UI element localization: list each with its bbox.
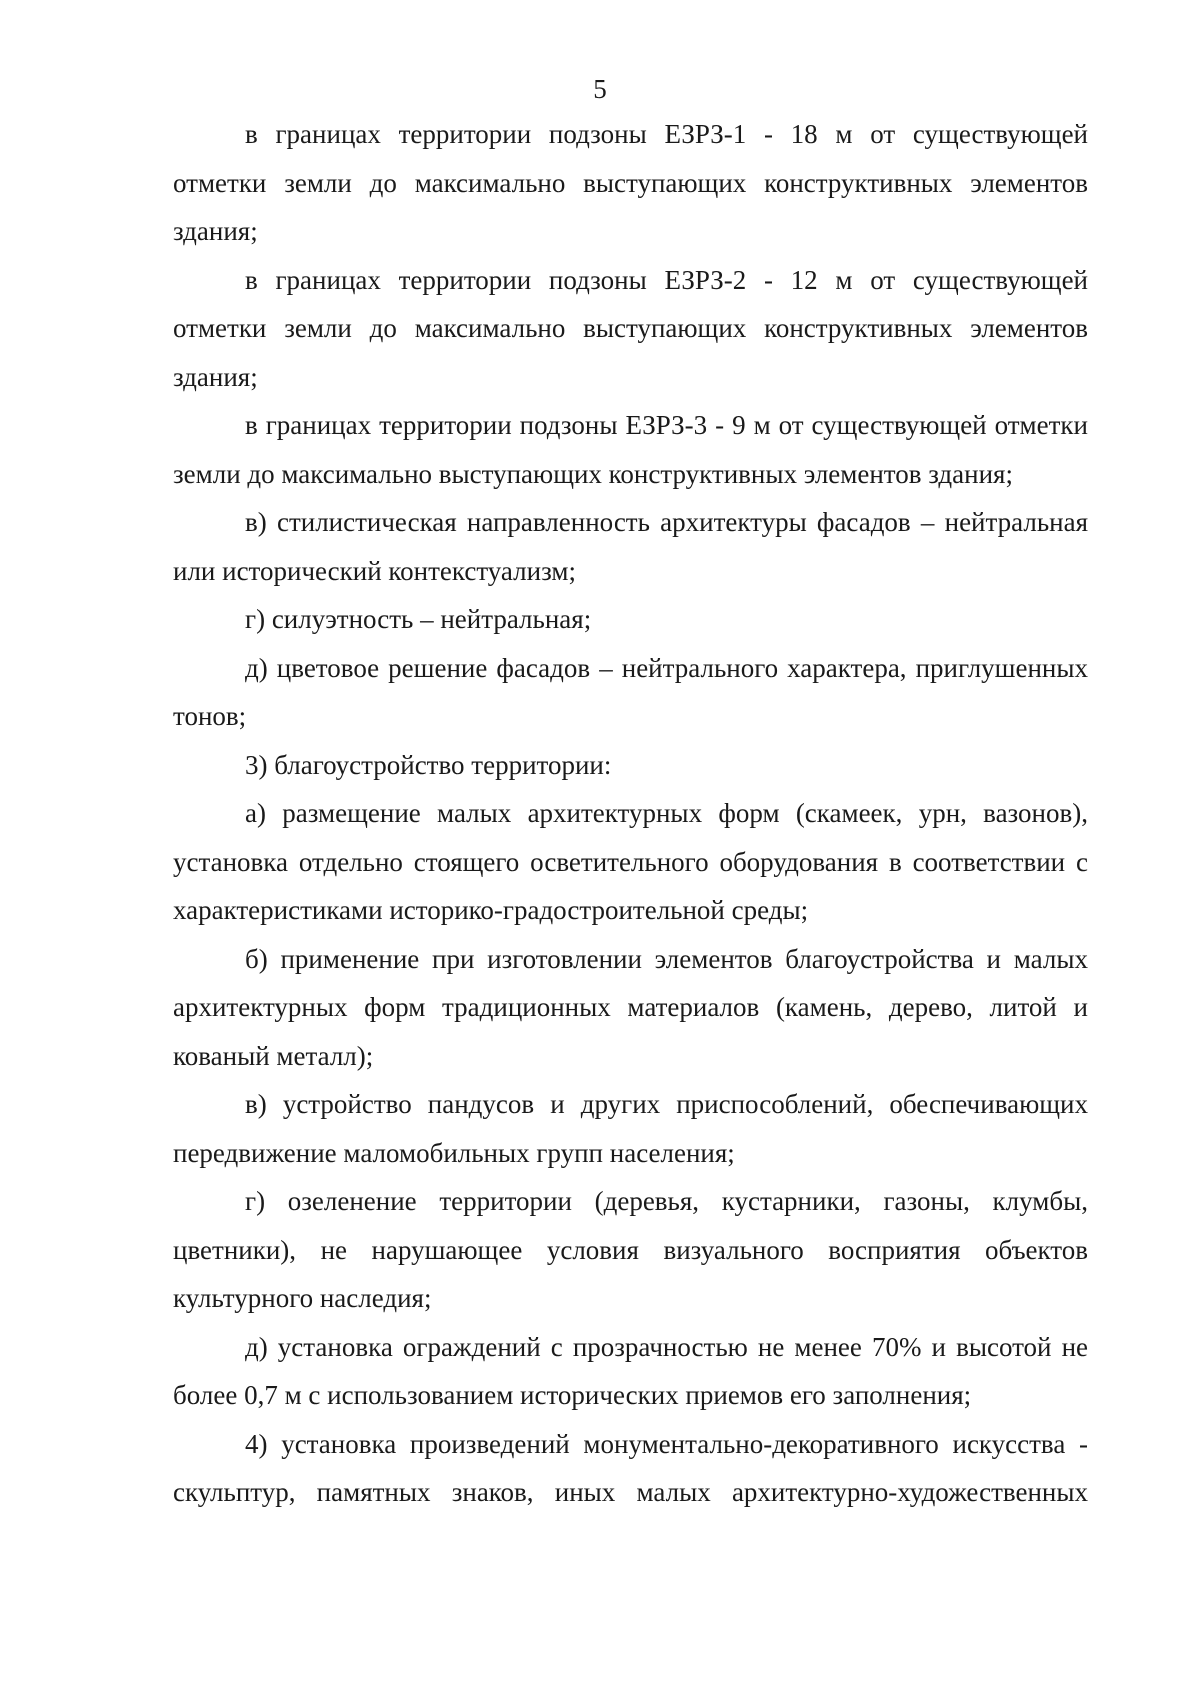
paragraph-landscaping-heading: 3) благоустройство территории: [245, 749, 612, 780]
paragraph-small-forms: а) размещение малых архитектурных форм (скамеек, урн, вазонов), установка отдельно стоящего осветительного оборудования в соответствии с характеристиками историко-градостроительной среды; [173, 798, 1088, 925]
paragraph-fences: д) установка ограждений с прозрачностью не менее 70% и высотой не более 0,7 м с использованием исторических приемов его заполнения; [173, 1331, 1088, 1410]
paragraph-ramps: в) устройство пандусов и других приспособлений, обеспечивающих передвижение маломобильных групп населения; [173, 1089, 1088, 1168]
page-number: 5 [593, 74, 607, 104]
paragraph-silhouette: г) силуэтность – нейтральная; [245, 604, 592, 634]
paragraph-monuments: 4) установка произведений монументально-декоративного искусства - скульптур, памятных знаков, иных малых архитектурно-художественных [173, 1428, 1088, 1507]
paragraph-greening: г) озеленение территории (деревья, кустарники, газоны, клумбы, цветники), не нарушающее условия визуального восприятия объектов культурного наследия; [173, 1186, 1088, 1313]
paragraph-facade-style: в) стилистическая направленность архитектуры фасадов – нейтральная или исторический контекстуализм; [173, 507, 1088, 586]
paragraph-ezrz-1: в границах территории подзоны ЕЗРЗ-1 - 18 м от существующей отметки земли до максимально выступающих конструктивных элементов здания; [173, 119, 1088, 246]
paragraph-ezrz-3: в границах территории подзоны ЕЗРЗ-3 - 9 м от существующей отметки земли до максимально выступающих конструктивных элементов здания; [173, 410, 1088, 489]
paragraph-facade-color: д) цветовое решение фасадов – нейтрального характера, приглушенных тонов; [173, 652, 1088, 731]
paragraph-materials: б) применение при изготовлении элементов благоустройства и малых архитектурных форм традиционных материалов (камень, дерево, литой и кованый металл); [173, 943, 1088, 1071]
document-body [173, 110, 1088, 1517]
paragraph-ezrz-2: в границах территории подзоны ЕЗРЗ-2 - 12 м от существующей отметки земли до максимально выступающих конструктивных элементов здания; [173, 264, 1088, 392]
